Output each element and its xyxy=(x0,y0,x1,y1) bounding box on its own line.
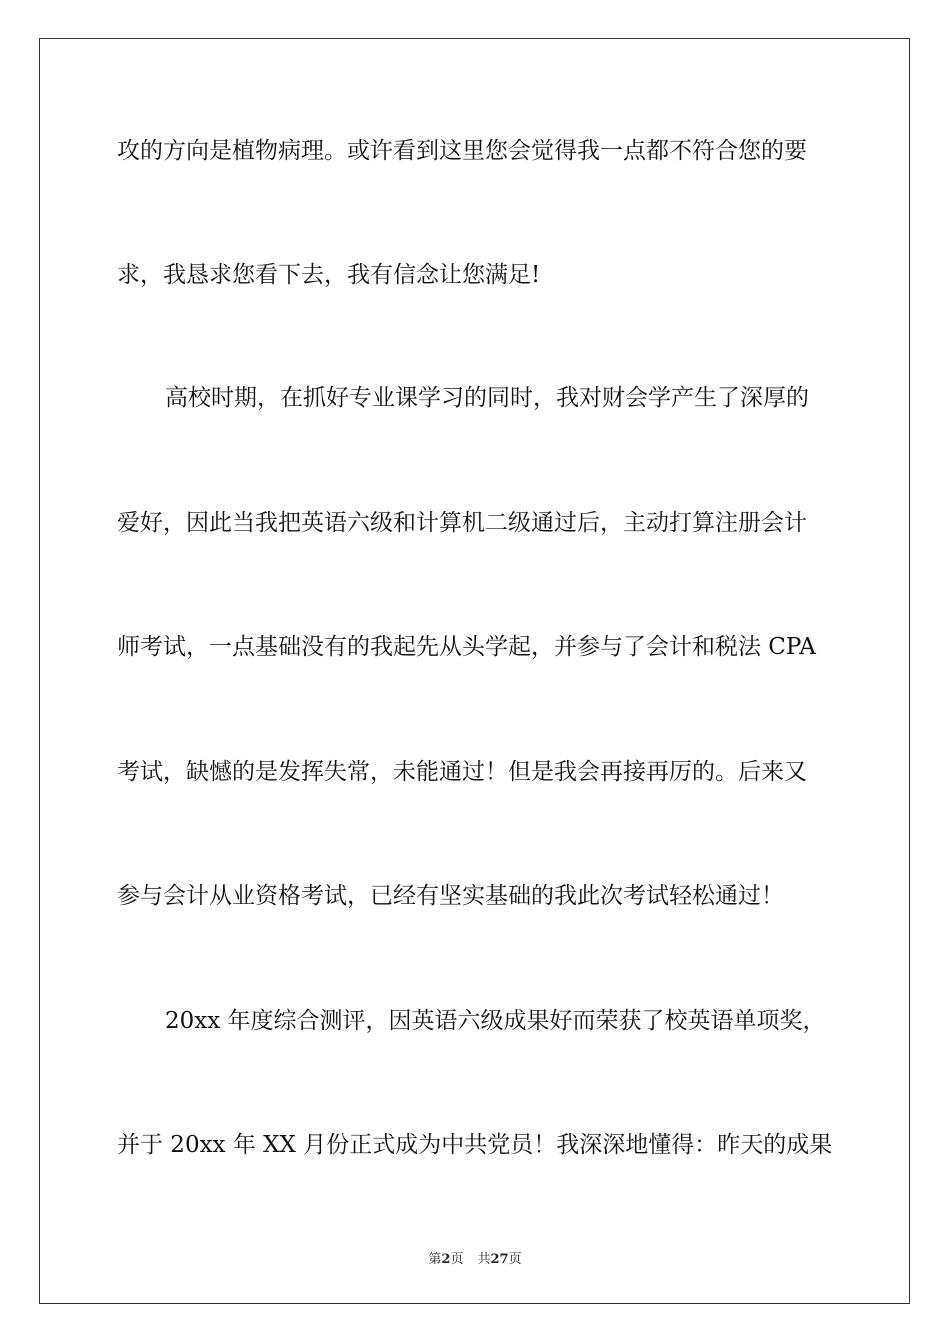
total-suffix: 页 xyxy=(508,1252,522,1267)
text-line-9: 并于 20xx 年 XX 月份正式成为中共党员！我深深地懂得：昨天的成果 xyxy=(117,1132,833,1158)
page-number: 2 xyxy=(441,1252,451,1267)
text-line-2: 求，我恳求您看下去，我有信念让您满足! xyxy=(117,262,541,288)
text-line-6: 考试，缺憾的是发挥失常，未能通过！但是我会再接再厉的。后来又 xyxy=(117,759,807,785)
page-footer xyxy=(0,1248,950,1267)
text-line-3: 高校时期，在抓好专业课学习的同时，我对财会学产生了深厚的 xyxy=(165,385,809,411)
page-suffix: 页 xyxy=(450,1252,464,1267)
page-border xyxy=(39,38,910,1304)
text-line-7: 参与会计从业资格考试，已经有坚实基础的我此次考试轻松通过！ xyxy=(117,883,784,909)
text-line-4: 爱好，因此当我把英语六级和计算机二级通过后，主动打算注册会计 xyxy=(117,510,807,536)
text-line-1: 攻的方向是植物病理。或许看到这里您会觉得我一点都不符合您的要 xyxy=(117,138,807,164)
total-prefix: 共 xyxy=(477,1252,491,1267)
text-line-5: 师考试，一点基础没有的我起先从头学起，并参与了会计和税法 CPA xyxy=(117,634,816,660)
total-pages: 27 xyxy=(490,1252,509,1267)
text-line-8: 20xx 年度综合测评，因英语六级成果好而荣获了校英语单项奖， xyxy=(165,1008,826,1034)
page-prefix: 第 xyxy=(428,1252,442,1267)
